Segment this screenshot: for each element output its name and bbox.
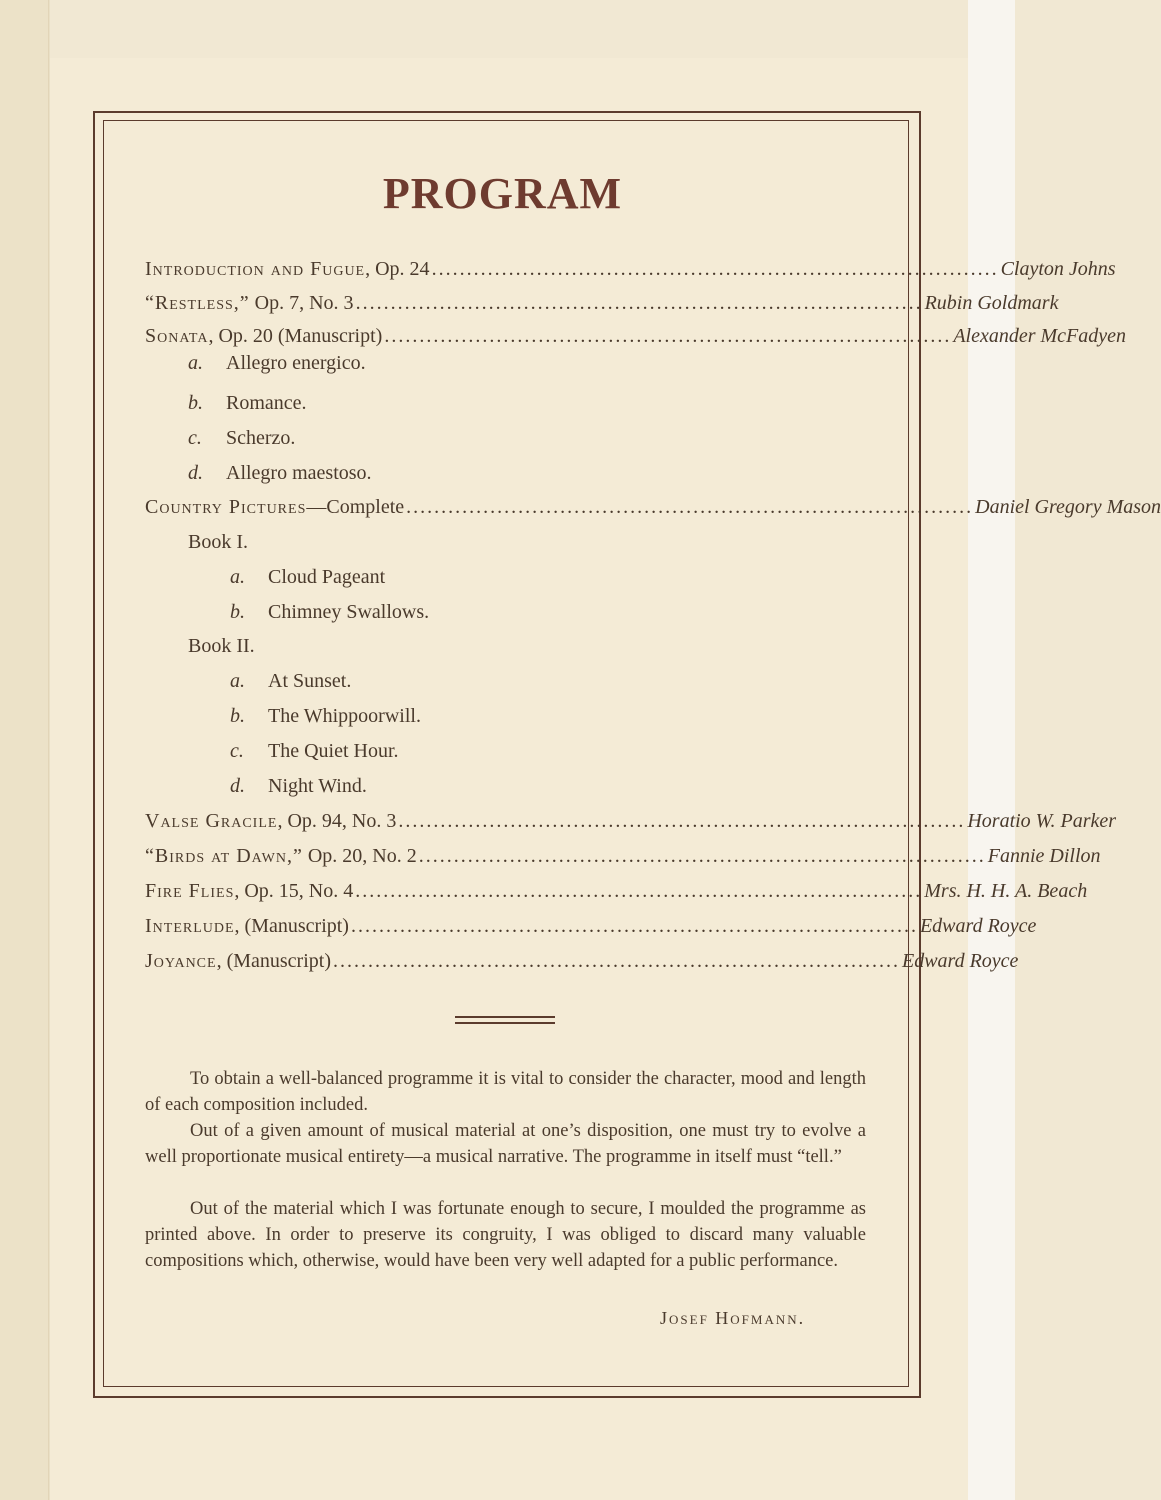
work-detail: Op. 7, No. 3 bbox=[249, 292, 354, 314]
composer: Fannie Dillon bbox=[987, 845, 1101, 867]
work-detail: , Op. 20 (Manuscript) bbox=[208, 325, 383, 347]
book-item: d. Night Wind. bbox=[230, 775, 367, 797]
work-title: “Restless,” bbox=[145, 292, 250, 314]
program-entry bbox=[145, 845, 1101, 875]
composer: Clayton Johns bbox=[1000, 258, 1116, 280]
dot-leader: ................................................................................. bbox=[350, 915, 918, 937]
book-heading: Book I. bbox=[188, 531, 248, 553]
note-paragraph: Out of the material which I was fortunate enough to secure, I moulded the programme as printed above. In order to preserve its congruity, I was obliged to discard many valuable compositions which, otherwise, would have been very well adapted for a public performance. bbox=[145, 1199, 866, 1271]
dot-leader: ................................................................................. bbox=[431, 258, 999, 280]
book-item: c. The Quiet Hour. bbox=[230, 740, 399, 762]
work-title: Valse Gracile bbox=[145, 810, 278, 832]
program-entry bbox=[145, 810, 1117, 840]
program-entry bbox=[145, 292, 1059, 322]
dot-leader: ................................................................................. bbox=[355, 880, 923, 902]
program-entry bbox=[145, 258, 1116, 288]
work-detail: —Complete bbox=[306, 496, 405, 518]
movement: a. Allegro energico. bbox=[188, 352, 366, 374]
work-detail: , (Manuscript) bbox=[234, 915, 349, 937]
book-item: b. The Whippoorwill. bbox=[230, 705, 421, 727]
page-title: PROGRAM bbox=[382, 169, 623, 218]
movement: d. Allegro maestoso. bbox=[188, 462, 372, 484]
divider-rule bbox=[455, 1016, 555, 1018]
program-entry bbox=[145, 880, 1088, 910]
work-detail: , Op. 94, No. 3 bbox=[277, 810, 397, 832]
divider-rule bbox=[455, 1022, 555, 1024]
work-title: Introduction and Fugue bbox=[145, 258, 366, 280]
composer: Horatio W. Parker bbox=[967, 810, 1117, 832]
program-entry bbox=[145, 496, 1161, 526]
dot-leader: ................................................................................. bbox=[406, 496, 974, 518]
work-detail: , (Manuscript) bbox=[216, 950, 331, 972]
note-paragraph: To obtain a well-balanced programme it is vital to consider the character, mood and length of each composition included. bbox=[145, 1069, 866, 1115]
work-detail: , Op. 24 bbox=[365, 258, 430, 280]
program-entry bbox=[145, 915, 1037, 945]
work-title: Country Pictures bbox=[145, 496, 307, 518]
facing-page bbox=[0, 0, 48, 1500]
composer: Edward Royce bbox=[901, 950, 1019, 972]
work-title: Fire Flies bbox=[145, 880, 235, 902]
dot-leader: ................................................................................. bbox=[384, 325, 952, 347]
book-item: b. Chimney Swallows. bbox=[230, 601, 430, 623]
work-title: “Birds at Dawn,” bbox=[145, 845, 303, 867]
composer: Edward Royce bbox=[919, 915, 1037, 937]
background-edge bbox=[968, 0, 1015, 1500]
work-title: Joyance bbox=[145, 950, 217, 972]
book-heading: Book II. bbox=[188, 635, 255, 657]
composer: Rubin Goldmark bbox=[924, 292, 1059, 314]
movement: c. Scherzo. bbox=[188, 427, 296, 449]
program-entry bbox=[145, 950, 1019, 980]
dot-leader: ................................................................................. bbox=[398, 810, 966, 832]
composer: Mrs. H. H. A. Beach bbox=[924, 880, 1088, 902]
composer: Alexander McFadyen bbox=[953, 325, 1127, 347]
signature: Josef Hofmann. bbox=[660, 1308, 806, 1328]
program-entry bbox=[145, 325, 1127, 355]
movement: b. Romance. bbox=[188, 392, 307, 414]
dot-leader: ................................................................................. bbox=[418, 845, 986, 867]
work-title: Sonata bbox=[145, 325, 209, 347]
book-item: a. Cloud Pageant bbox=[230, 566, 386, 588]
work-detail: Op. 20, No. 2 bbox=[302, 845, 417, 867]
work-title: Interlude bbox=[145, 915, 235, 937]
dot-leader: ................................................................................. bbox=[355, 292, 923, 314]
book-item: a. At Sunset. bbox=[230, 670, 352, 692]
note-paragraph: Out of a given amount of musical material at one’s disposition, one must try to evolve a well proportionate musical entirety—a musical narrative. The programme in itself must “tell.” bbox=[145, 1121, 866, 1167]
composer: Daniel Gregory Mason bbox=[975, 496, 1161, 518]
dot-leader: ................................................................................. bbox=[332, 950, 900, 972]
work-detail: , Op. 15, No. 4 bbox=[234, 880, 354, 902]
